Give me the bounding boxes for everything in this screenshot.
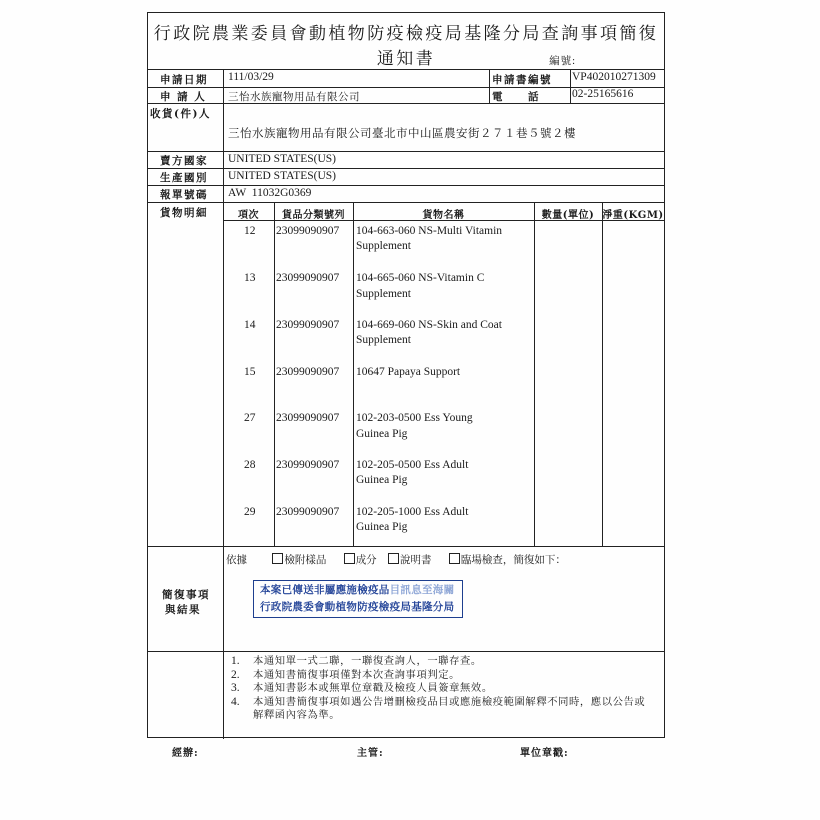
divider	[148, 202, 664, 203]
item-number: 15	[244, 366, 256, 378]
basis-label: 依據	[226, 554, 247, 566]
item-number: 29	[244, 506, 256, 518]
option-ingredients[interactable]: 成分	[344, 554, 377, 566]
notice-form	[147, 12, 665, 738]
divider	[148, 651, 664, 652]
tariff-code: 23099090907	[276, 412, 340, 424]
divider	[534, 202, 535, 546]
note-item: 1. 本通知單一式二聯，一聯復查詢人，一聯存查。	[231, 655, 482, 667]
divider	[148, 546, 664, 547]
divider	[148, 69, 664, 70]
divider	[223, 69, 224, 739]
goods-name-line2: Supplement	[356, 334, 411, 346]
item-number: 14	[244, 319, 256, 331]
goods-section-label: 貨物明細	[160, 207, 208, 219]
applicant-label: 申 請 人	[160, 91, 207, 103]
goods-name-line1: 102-205-1000 Ess Adult	[356, 506, 469, 518]
reply-section-label-line2: 與結果	[165, 604, 201, 616]
supervisor-signature-label: 主管:	[357, 748, 384, 759]
divider	[148, 168, 664, 169]
option-onsite-inspection[interactable]: 臨場檢查，簡復如下：	[449, 554, 566, 566]
declaration-no-value: AW 11032G0369	[228, 187, 312, 199]
consignee-label: 收貨(件)人	[150, 108, 211, 120]
consignee-value: 三怡水族寵物用品有限公司臺北市中山區農安街２７１巷５號２樓	[228, 126, 576, 140]
tariff-code: 23099090907	[276, 459, 340, 471]
goods-name-line2: Guinea Pig	[356, 474, 408, 486]
tariff-code: 23099090907	[276, 366, 340, 378]
goods-name-line1: 104-665-060 NS-Vitamin C	[356, 272, 485, 284]
application-date-value: 111/03/29	[228, 71, 274, 83]
divider	[489, 69, 490, 104]
option-manual[interactable]: 說明書	[388, 554, 432, 566]
checkbox-icon[interactable]	[344, 553, 355, 564]
stamp-line-1: 本案已傳送非屬應施檢疫品目訊息至海關	[260, 584, 455, 596]
phone-value: 02-25165616	[572, 88, 634, 100]
notes-list	[231, 655, 648, 723]
goods-name-line1: 102-203-0500 Ess Young	[356, 412, 473, 424]
goods-name-line2: Guinea Pig	[356, 428, 408, 440]
declaration-no-label: 報單號碼	[160, 189, 208, 201]
divider	[148, 103, 664, 104]
divider	[570, 69, 571, 104]
origin-country-value: UNITED STATES(US)	[228, 170, 337, 182]
item-number: 27	[244, 412, 256, 424]
item-number: 12	[244, 225, 256, 237]
divider	[353, 202, 354, 546]
note-item: 2. 本通知書簡復事項僅對本次查詢事項判定。	[231, 668, 461, 681]
tariff-code: 23099090907	[276, 225, 340, 237]
divider	[148, 151, 664, 152]
checkbox-icon[interactable]	[272, 553, 283, 564]
goods-name-line2: Supplement	[356, 240, 411, 252]
unit-seal-label: 單位章戳:	[520, 748, 569, 759]
tariff-code: 23099090907	[276, 272, 340, 284]
tariff-code: 23099090907	[276, 506, 340, 518]
phone-label: 電 話	[492, 91, 540, 103]
note-item: 3. 本通知書影本或無單位章戳及檢疫人員簽章無效。	[231, 682, 493, 694]
column-header-name: 貨物名稱	[422, 210, 465, 221]
checkbox-icon[interactable]	[449, 553, 460, 564]
serial-number-label: 編號:	[549, 56, 576, 67]
item-number: 28	[244, 459, 256, 471]
handler-signature-label: 經辦:	[172, 748, 199, 759]
origin-country-label: 生產國別	[160, 172, 208, 184]
column-header-quantity: 數量(單位)	[541, 210, 595, 221]
basis-row	[226, 552, 566, 567]
seller-country-label: 賣方國家	[160, 155, 208, 167]
goods-name-line1: 10647 Papaya Support	[356, 366, 461, 378]
seller-country-value: UNITED STATES(US)	[228, 153, 337, 165]
divider	[148, 185, 664, 186]
application-no-value: VP402010271309	[572, 71, 656, 83]
goods-name-line2: Supplement	[356, 288, 411, 300]
note-item: 4. 本通知書簡復事項如遇公告增刪檢疫品目或應施檢疫範圍解釋不同時，應以公告或解釋函內容為準。	[231, 695, 646, 721]
application-no-label: 申請書編號	[492, 74, 552, 86]
tariff-code: 23099090907	[276, 319, 340, 331]
goods-name-line1: 104-669-060 NS-Skin and Coat	[356, 319, 502, 331]
column-header-weight: 淨重(KGM)	[602, 210, 664, 221]
column-header-code: 貨品分類號列	[282, 210, 345, 221]
divider	[274, 202, 275, 546]
application-date-label: 申請日期	[160, 74, 208, 86]
divider	[602, 202, 603, 546]
reply-section-label-line1: 簡復事項	[162, 589, 210, 601]
official-stamp	[253, 580, 463, 618]
option-attached-sample[interactable]: 檢附樣品	[272, 554, 326, 566]
column-header-item: 項次	[238, 210, 259, 221]
applicant-value: 三怡水族寵物用品有限公司	[228, 91, 360, 103]
goods-name-line2: Guinea Pig	[356, 521, 408, 533]
checkbox-icon[interactable]	[388, 553, 399, 564]
document-title: 行政院農業委員會動植物防疫檢疫局基隆分局查詢事項簡復通知書	[153, 24, 659, 69]
goods-name-line1: 104-663-060 NS-Multi Vitamin	[356, 225, 503, 237]
stamp-line-2: 行政院農委會動植物防疫檢疫局基隆分局	[260, 601, 455, 613]
item-number: 13	[244, 272, 256, 284]
goods-name-line1: 102-205-0500 Ess Adult	[356, 459, 469, 471]
